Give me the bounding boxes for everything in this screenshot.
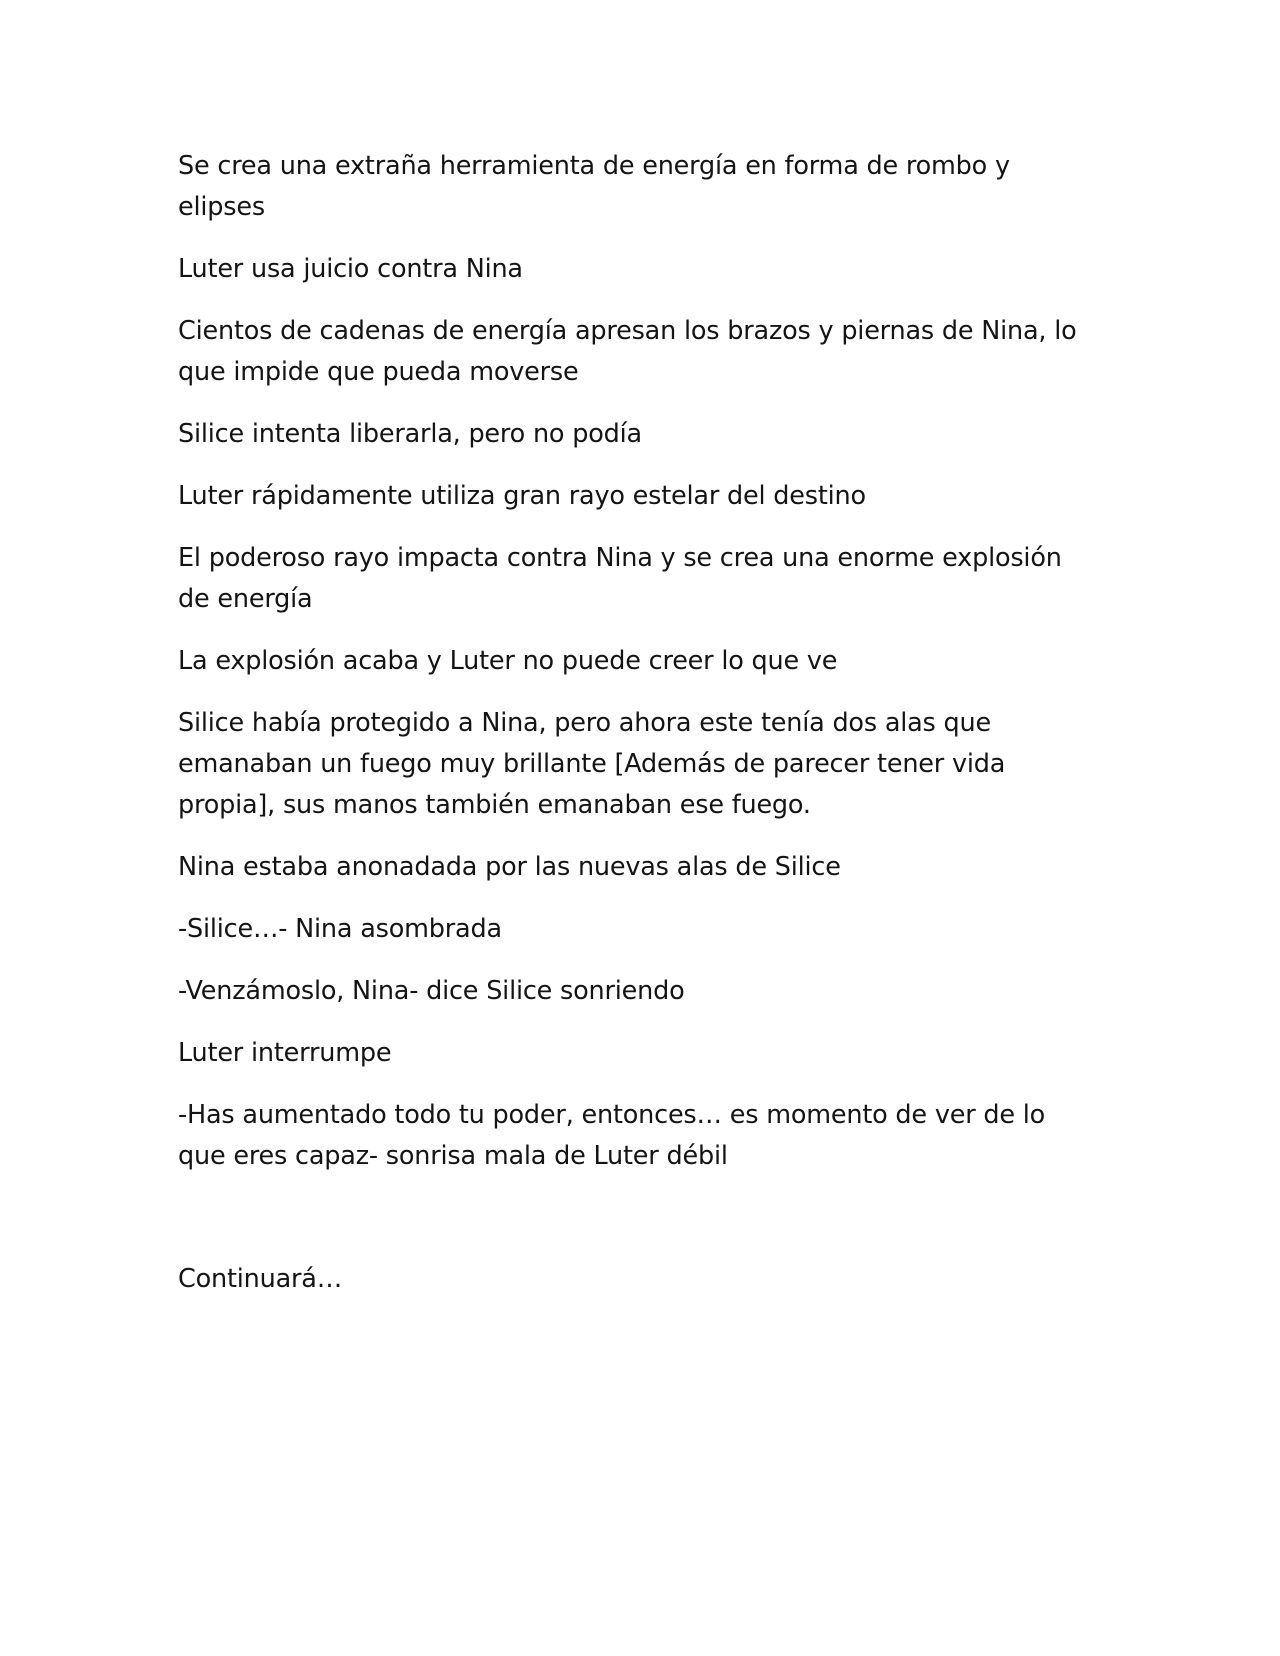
paragraph: La explosión acaba y Luter no puede creer lo que ve [178,646,838,676]
paragraph: Luter interrumpe [178,1038,392,1068]
paragraph: -Silice…- Nina asombrada [178,914,502,944]
paragraph: El poderoso rayo impacta contra Nina y se crea una enorme explosión de energía [178,543,1062,614]
paragraph: Silice había protegido a Nina, pero ahora este tenía dos alas que emanaban un fuego muy brillante [Además de parecer tener vida propia], sus manos también emanaban ese fuego. [178,708,1006,820]
document-body [178,146,1088,1321]
paragraph: Cientos de cadenas de energía apresan los brazos y piernas de Nina, lo que impide que pueda moverse [178,316,1077,387]
paragraph: -Venzámoslo, Nina- dice Silice sonriendo [178,976,685,1006]
paragraph: Nina estaba anonadada por las nuevas alas de Silice [178,852,841,882]
paragraph: Se crea una extraña herramienta de energía en forma de rombo y elipses [178,151,1010,222]
blank-line [178,1198,1088,1259]
paragraph: Silice intenta liberarla, pero no podía [178,419,642,449]
paragraph: Luter rápidamente utiliza gran rayo estelar del destino [178,481,866,511]
paragraph: -Has aumentado todo tu poder, entonces… es momento de ver de lo que eres capaz- sonrisa mala de Luter débil [178,1100,1046,1171]
paragraph: Luter usa juicio contra Nina [178,254,523,284]
closing-line: Continuará… [178,1264,343,1294]
